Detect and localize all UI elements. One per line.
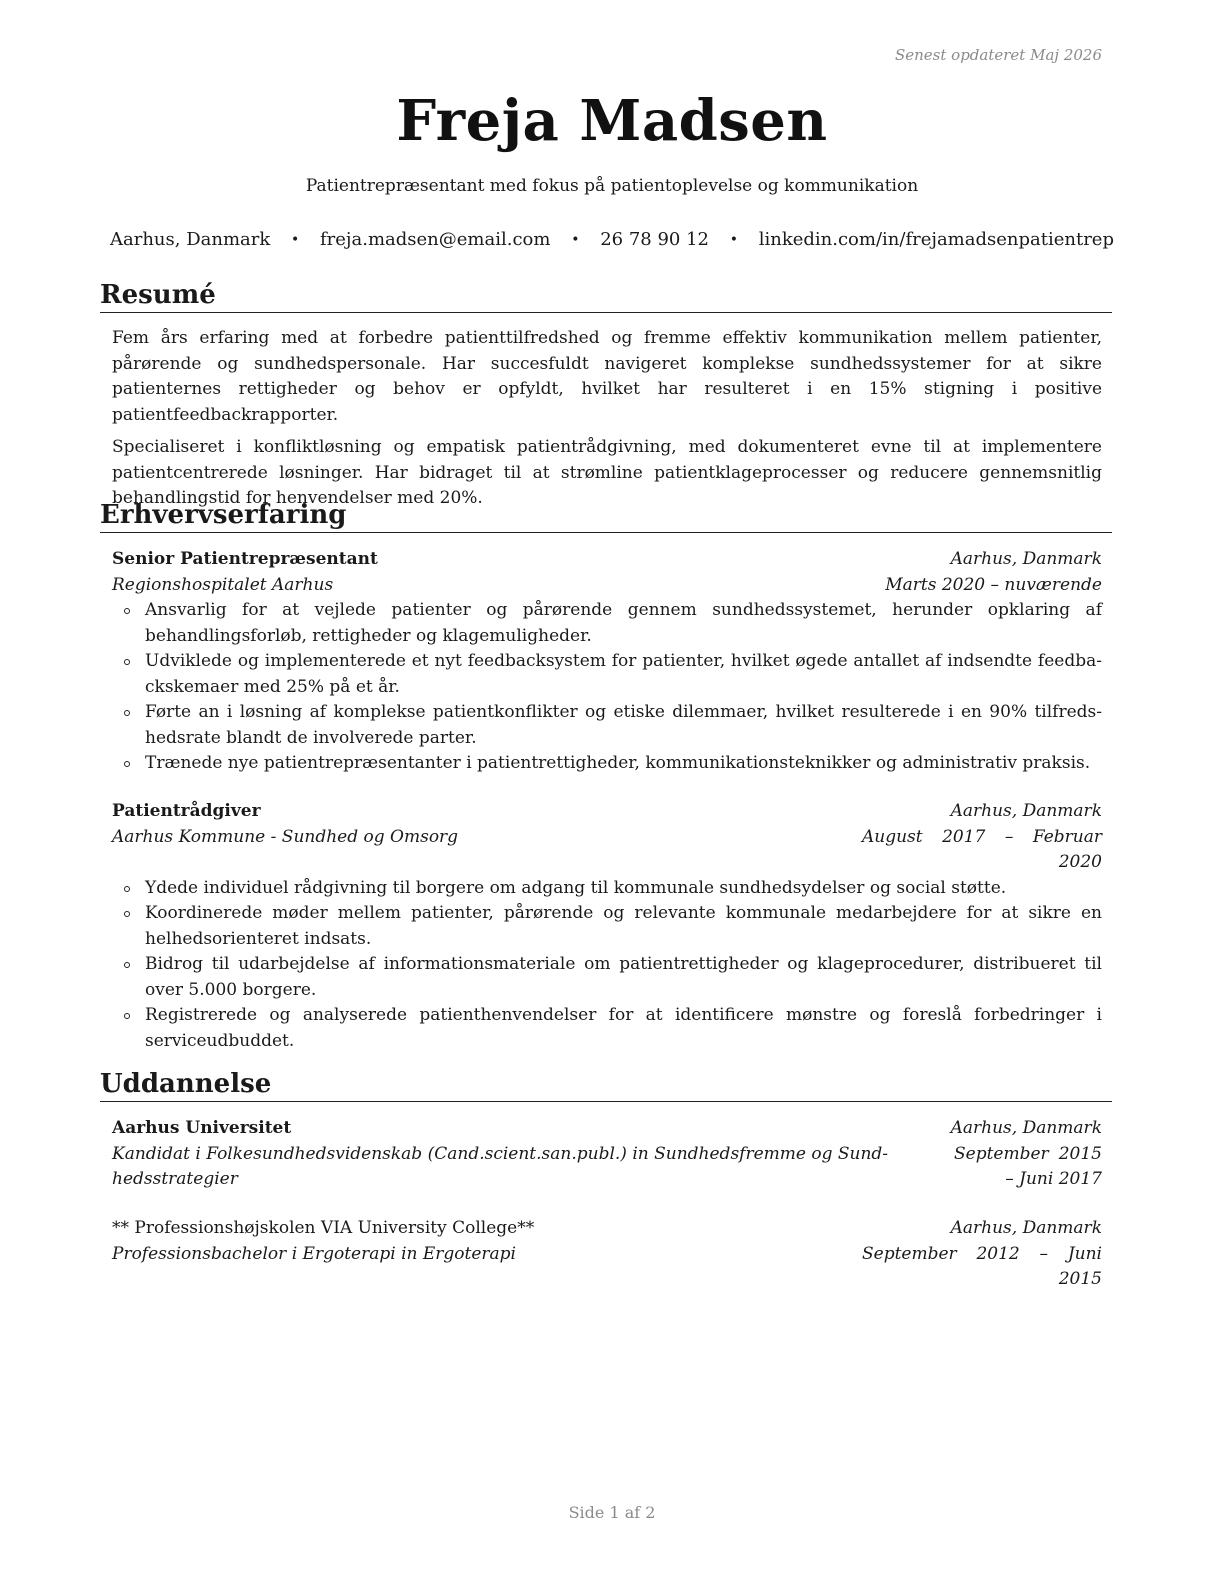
job-role: Patientrådgiver — [112, 801, 261, 821]
school-name: Aarhus Universitet — [112, 1118, 292, 1138]
job-bullet-list — [112, 876, 1102, 1055]
education-entry — [112, 1116, 1102, 1193]
job-location: Aarhus, Danmark — [950, 549, 1102, 569]
summary-paragraph: Fem års erfaring med at forbedre patienttilfredshed og fremme effektiv kommunikation mellem patienter, pårørende og sundhedspersonale. Har succesfuldt navigeret komplekse sundhedssystemer for at sikre patienternes rettigheder og behov er opfyldt, hvilket har resulteret i en 15% stigning i positive patientfeedbackrapporter. — [112, 328, 1102, 425]
list-item: Ydede individuel rådgivning til borgere om adgang til kommunale sundhedsydelser og social støtte. — [112, 876, 1102, 902]
separator-dot-icon: • — [571, 232, 580, 248]
job-role: Senior Patientrepræsentant — [112, 549, 378, 569]
education-header-row — [112, 1216, 1102, 1242]
contact-email-link[interactable]: freja.madsen@email.com — [320, 229, 551, 250]
school-name: ** Professionshøjskolen VIA University College** — [112, 1218, 535, 1238]
contact-phone: 26 78 90 12 — [600, 229, 709, 250]
job-entry — [112, 799, 1102, 1054]
list-item: Udviklede og implementerede et nyt feedbacksystem for patienter, hvilket øgede antallet af indsendte feedbackskemaer med 25% på et år. — [112, 649, 1102, 700]
job-employer: Aarhus Kommune - Sundhed og Omsorg — [112, 826, 459, 847]
page-number: Side 1 af 2 — [568, 1503, 656, 1522]
job-subheader-row — [112, 825, 1102, 876]
education-subheader-row — [112, 1242, 1102, 1293]
job-bullet-list — [112, 598, 1102, 777]
section-title-education: Uddannelse — [100, 1069, 1112, 1102]
separator-dot-icon: • — [729, 232, 738, 248]
section-title-experience: Erhvervserfaring — [100, 500, 1112, 533]
degree: Professionsbachelor i Ergoterapi in Ergoterapi — [112, 1243, 516, 1264]
list-item: Trænede nye patientrepræsentanter i patientrettigheder, kommunikationsteknikker og administrativ praksis. — [112, 751, 1102, 777]
list-item: Koordinerede møder mellem patienter, pårørende og relevante kommunale medarbejdere for at sikre en helhedsorienteret indsats. — [112, 901, 1102, 952]
contact-linkedin-link[interactable]: linkedin.com/in/frejamadsenpatientrep — [758, 229, 1114, 250]
school-location: Aarhus, Danmark — [950, 1218, 1102, 1238]
section-title-summary: Resumé — [100, 280, 1112, 313]
job-header-row — [112, 547, 1102, 573]
summary-paragraph: Specialiseret i konfliktløsning og empatisk patientrådgivning, med dokumenteret evne til at implementere patientcentrerede løsninger. Har bidraget til at strømline patientklageprocesser og reducere gennemsnitlig behandlingstid for henvendelser med 20%. — [112, 437, 1102, 508]
education-dates: September 2015 – Juni 2017 — [954, 1143, 1102, 1189]
job-header-row — [112, 799, 1102, 825]
list-item: Registrerede og analyserede patienthenvendelser for at identificere mønstre og foreslå forbedringer i serviceudbuddet. — [112, 1003, 1102, 1054]
job-employer: Regionshospitalet Aarhus — [112, 574, 334, 595]
summary-block — [112, 326, 1102, 512]
list-item: Ansvarlig for at vejlede patienter og pårørende gennem sundhedssystemet, herunder opklaring af behandlingsforløb, rettigheder og klagemuligheder. — [112, 598, 1102, 649]
education-dates: September 2012 – Juni 2015 — [862, 1243, 1102, 1289]
degree: Kandidat i Folkesundhedsvidenskab (Cand.scient.san.publ.) in Sundhedsfremme og Sundhedsstrategier — [112, 1143, 889, 1189]
job-dates: Marts 2020 – nuværende — [885, 574, 1102, 595]
job-subheader-row — [112, 573, 1102, 599]
job-location: Aarhus, Danmark — [950, 801, 1102, 821]
job-entry — [112, 547, 1102, 777]
school-location: Aarhus, Danmark — [950, 1118, 1102, 1138]
list-item: Førte an i løsning af komplekse patientkonflikter og etiske dilemmaer, hvilket resulterede i en 90% tilfredshedsrate blandt de involverede parter. — [112, 700, 1102, 751]
education-entry — [112, 1216, 1102, 1293]
separator-dot-icon: • — [291, 232, 300, 248]
list-item: Bidrog til udarbejdelse af informationsmateriale om patientrettigheder og klageprocedurer, distribueret til over 5.000 borgere. — [112, 952, 1102, 1003]
contact-line — [0, 229, 1224, 250]
contact-location: Aarhus, Danmark — [110, 229, 271, 250]
last-updated: Senest opdateret Maj 2026 — [894, 46, 1102, 64]
tagline: Patientrepræsentant med fokus på patientoplevelse og kommunikation — [305, 176, 919, 196]
education-header-row — [112, 1116, 1102, 1142]
candidate-name: Freja Madsen — [396, 88, 828, 154]
education-subheader-row — [112, 1142, 1102, 1193]
job-dates: August 2017 – Februar 2020 — [862, 826, 1102, 872]
